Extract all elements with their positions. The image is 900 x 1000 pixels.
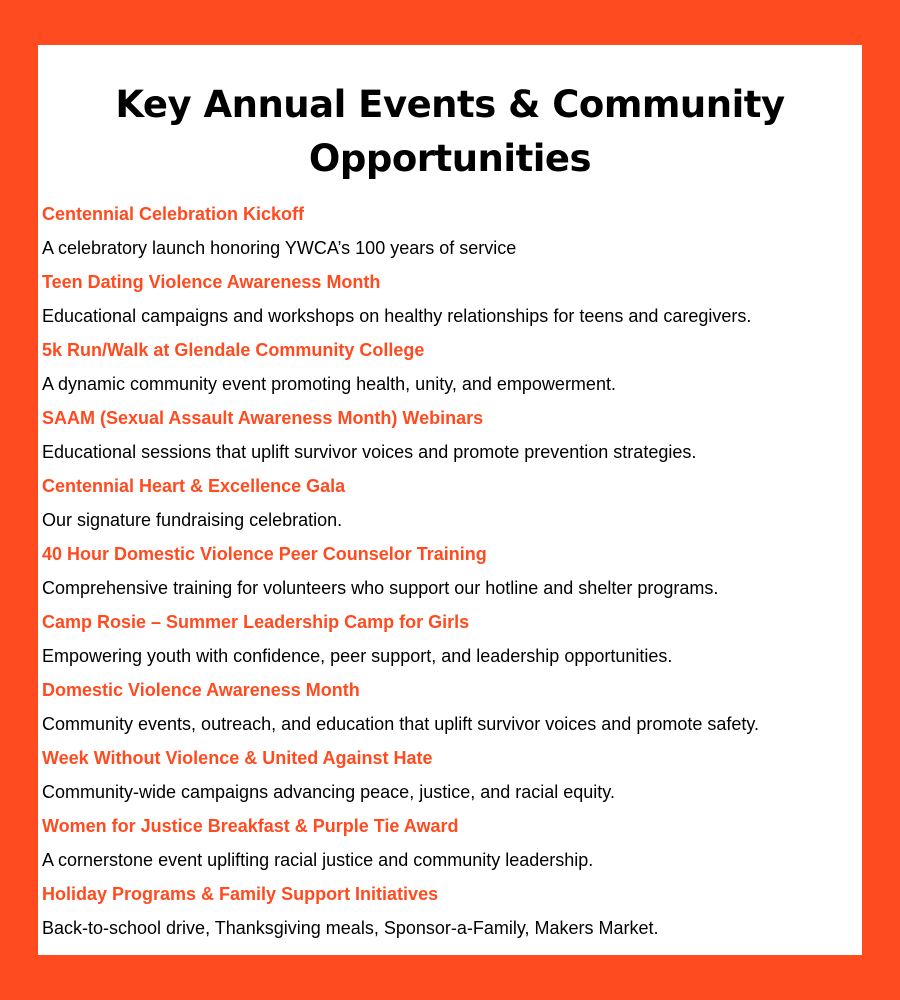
event-item <box>42 406 858 474</box>
event-description: Community-wide campaigns advancing peace, justice, and racial equity. <box>42 782 615 802</box>
event-item <box>42 746 858 814</box>
event-description: Community events, outreach, and education that uplift survivor voices and promote safety. <box>42 714 760 734</box>
content-panel <box>38 45 862 955</box>
event-description: A celebratory launch honoring YWCA’s 100 years of service <box>42 238 517 258</box>
event-item <box>42 610 858 678</box>
event-name: Teen Dating Violence Awareness Month <box>42 272 381 292</box>
event-name: 5k Run/Walk at Glendale Community College <box>42 340 425 360</box>
event-item <box>42 678 858 746</box>
event-description: Educational sessions that uplift survivor voices and promote prevention strategies. <box>42 442 697 462</box>
event-name: 40 Hour Domestic Violence Peer Counselor Training <box>42 544 487 564</box>
event-description: Back-to-school drive, Thanksgiving meals, Sponsor-a-Family, Makers Market. <box>42 918 659 938</box>
event-item <box>42 338 858 406</box>
event-description: Educational campaigns and workshops on healthy relationships for teens and caregivers. <box>42 306 752 326</box>
event-item <box>42 474 858 542</box>
event-description: A cornerstone event uplifting racial justice and community leadership. <box>42 850 594 870</box>
event-description: Our signature fundraising celebration. <box>42 510 343 530</box>
event-name: SAAM (Sexual Assault Awareness Month) Webinars <box>42 408 484 428</box>
event-name: Centennial Heart & Excellence Gala <box>42 476 346 496</box>
event-item <box>42 814 858 882</box>
event-name: Camp Rosie – Summer Leadership Camp for Girls <box>42 612 470 632</box>
page-title <box>38 78 862 186</box>
event-description: Empowering youth with confidence, peer support, and leadership opportunities. <box>42 646 673 666</box>
event-item <box>42 542 858 610</box>
event-name: Holiday Programs & Family Support Initiatives <box>42 884 439 904</box>
event-name: Week Without Violence & United Against Hate <box>42 748 433 768</box>
events-list <box>42 202 858 950</box>
event-name: Women for Justice Breakfast & Purple Tie Award <box>42 816 459 836</box>
event-item <box>42 882 858 950</box>
page-title-line-1: Key Annual Events & Community <box>115 82 785 126</box>
page-title-line-2: Opportunities <box>308 136 592 180</box>
event-item <box>42 270 858 338</box>
event-name: Centennial Celebration Kickoff <box>42 204 305 224</box>
event-name: Domestic Violence Awareness Month <box>42 680 360 700</box>
event-description: Comprehensive training for volunteers who support our hotline and shelter programs. <box>42 578 719 598</box>
event-description: A dynamic community event promoting health, unity, and empowerment. <box>42 374 616 394</box>
event-item <box>42 202 858 270</box>
